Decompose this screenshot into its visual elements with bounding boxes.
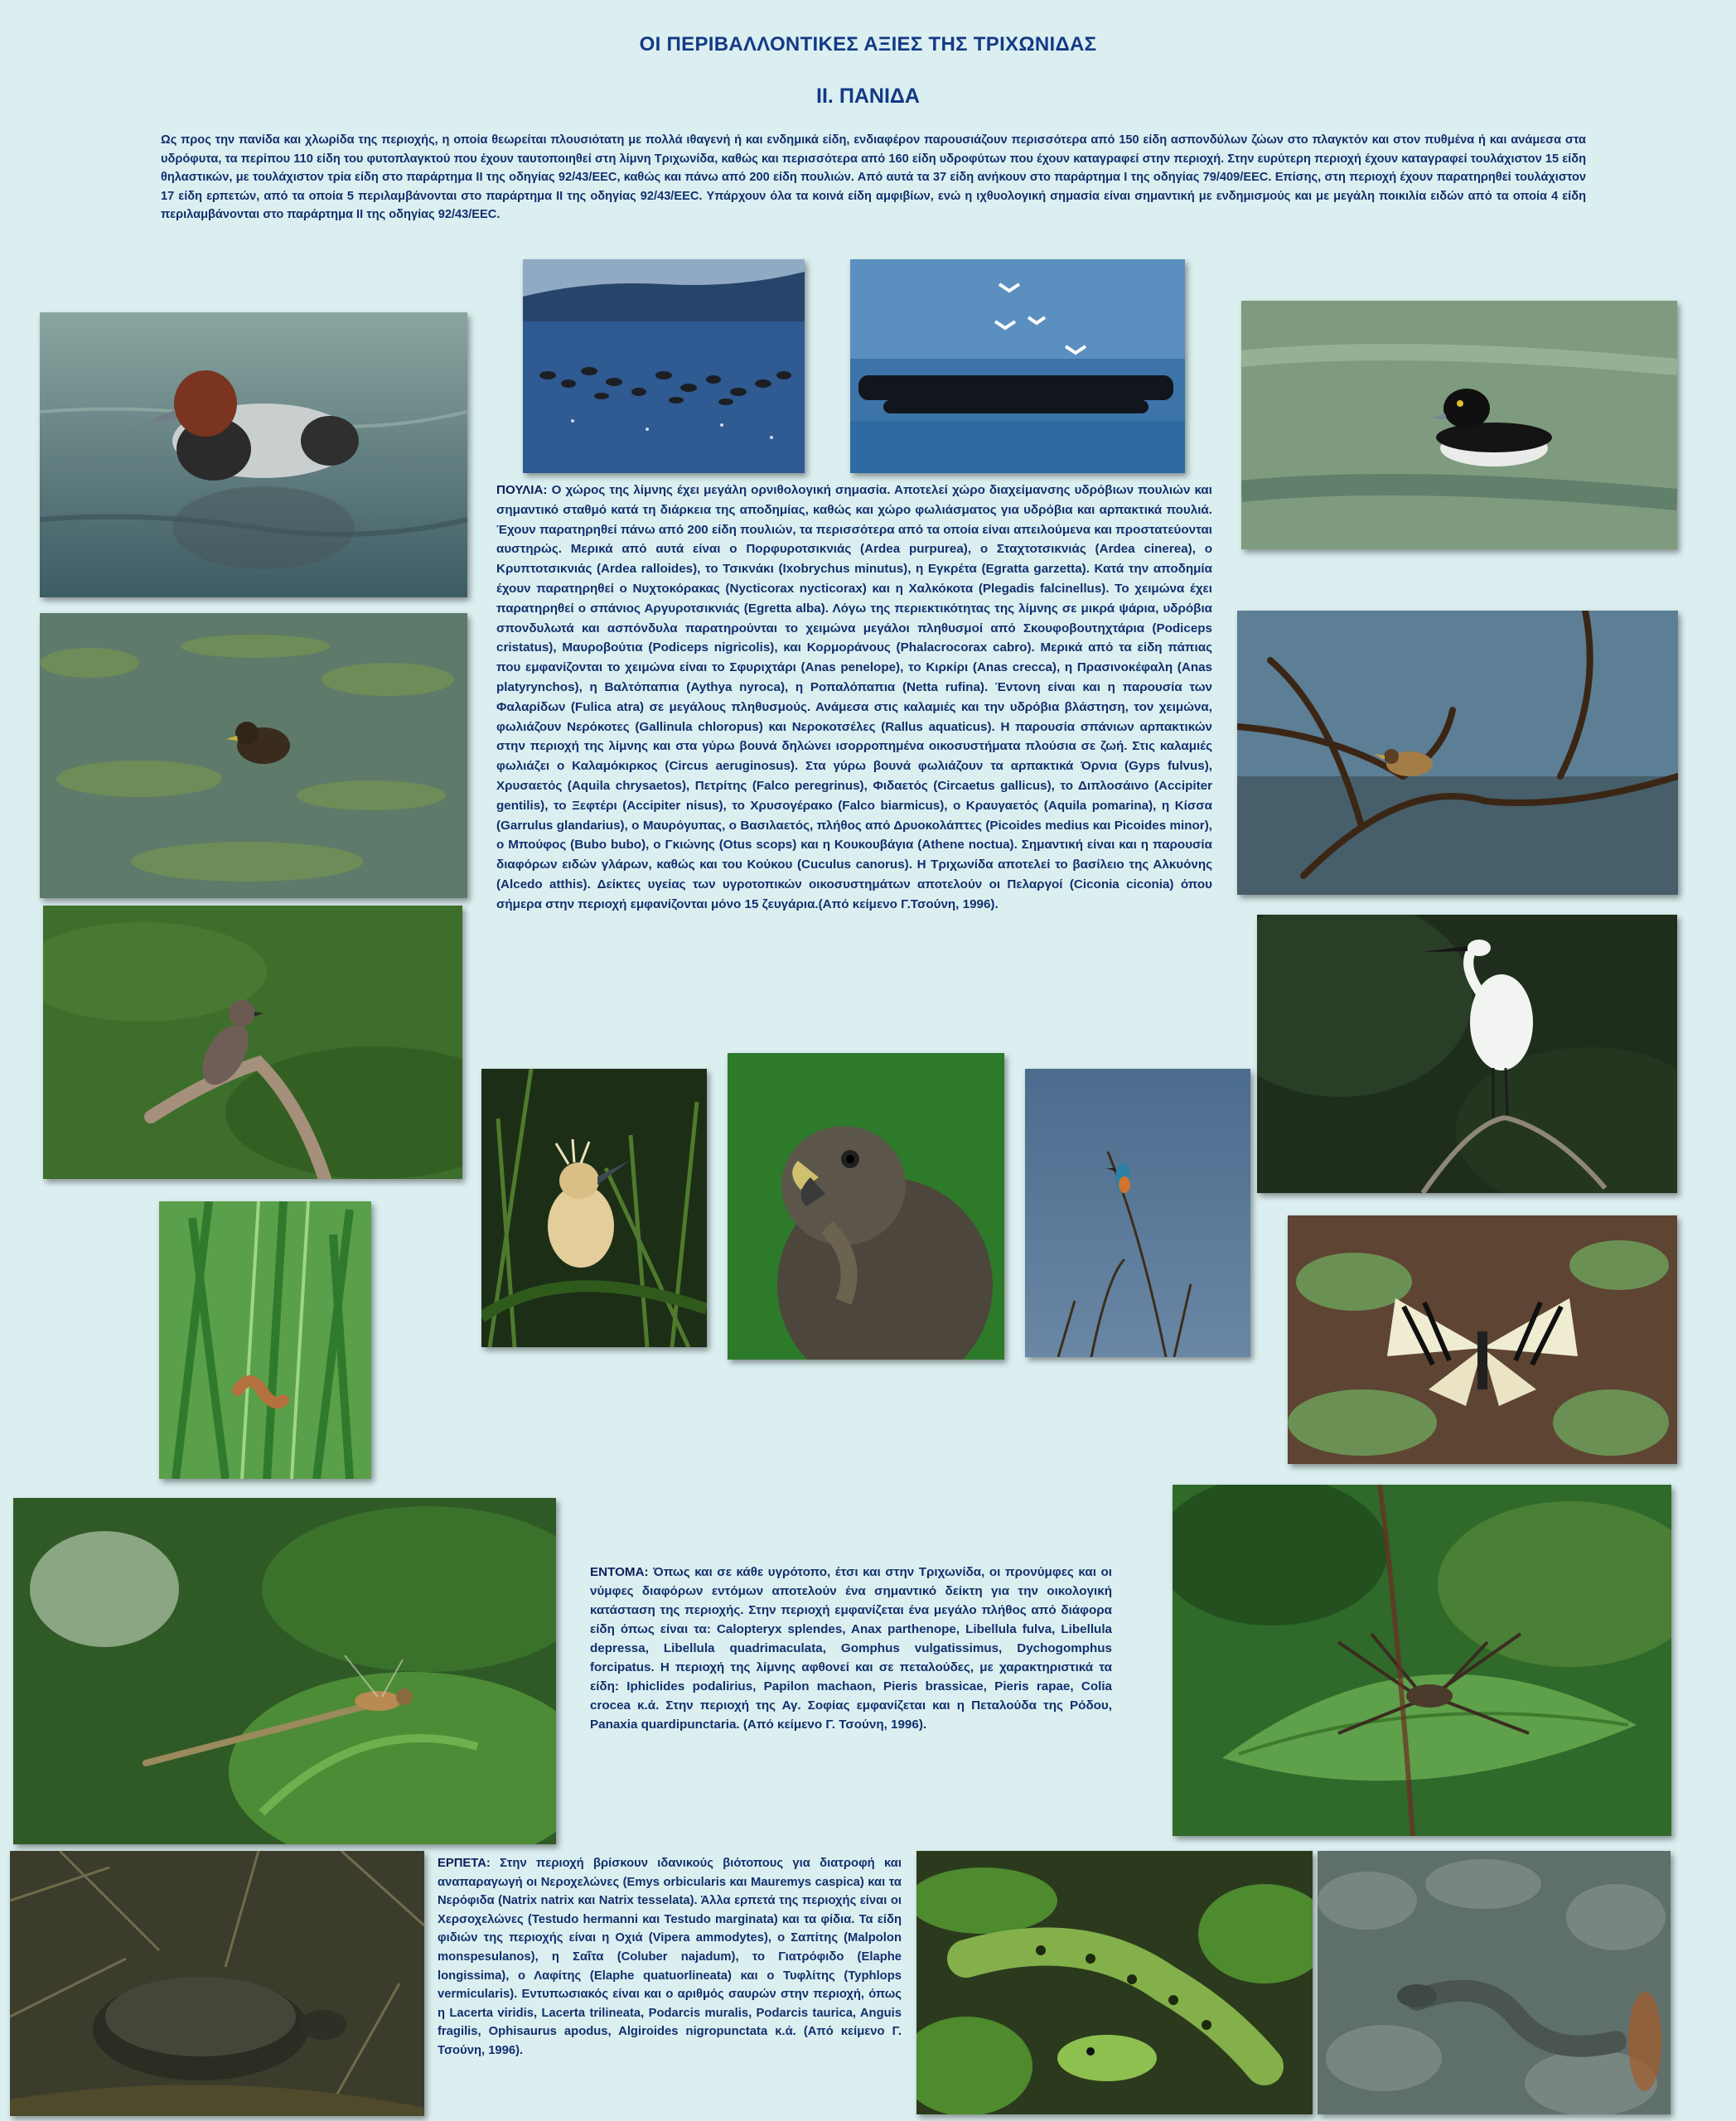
flycatcher-photo bbox=[43, 906, 462, 1179]
egret-photo bbox=[1257, 915, 1677, 1193]
raptor-portrait-photo bbox=[728, 1053, 1004, 1360]
birds-label: ΠΟΥΛΙΑ: bbox=[496, 483, 548, 497]
reptiles-text: Στην περιοχή βρίσκουν ιδανικούς βιότοπους για διατροφή και αναπαραγωγή οι Νεροχελώνες (Emys orbicularis και Mauremys caspica) και τα Νερόφιδα (Natrix natrix και Natrix tesselata). Άλλα ερπετά της περιοχής είναι οι Χερσοχελώνες (Testudo hermanni και Testudo marginata) και τα φίδια. Τα είδη φιδιών της περιοχής είναι η Οχιά (Vipera ammodytes), ο Σαπίτης (Malpolon monspesulanos), η Σαΐτα (Coluber najadum), το Γιατρόφιδο (Elaphe longissima), ο Λαφίτης (Elaphe quatuorlineata) και ο Τυφλίτης (Typhlops vermicularis). Εντυπωσιακός είναι και ο αριθμός σαυρών στην περιοχή, όπως η Lacerta viridis, Lacerta trilineata, Podarcis muralis, Podarcis taurica, Anguis fragilis, Ophisaurus apodus, Algiroides nigropunctata κ.ά. (Από κείμενο Γ. Τσούνη, 1996). bbox=[438, 1857, 902, 2057]
reptiles-label: ΕΡΠΕΤΑ: bbox=[438, 1857, 491, 1870]
birds-paragraph bbox=[496, 481, 1212, 915]
insects-paragraph bbox=[590, 1563, 1112, 1734]
squacco-heron-photo bbox=[481, 1069, 707, 1347]
caterpillar-grass-photo bbox=[159, 1201, 371, 1479]
tortoise-photo bbox=[10, 1851, 424, 2116]
insects-text: Όπως και σε κάθε υγρότοπο, έτσι και στην Τριχωνίδα, οι προνύμφες και οι νύμφες διαφόρων εντόμων αποτελούν ένα σημαντικό δείκτη για την οικολογική κατάσταση της περιοχής. Στην περιοχή εμφανίζεται ένα μεγάλο πλήθος από διάφορα είδη όπως είναι τα: Calopteryx splendes, Anax parthenope, Libellula fulva, Libellula depressa, Libellula quadrimaculata, Gomphus vulgatissimus, Dychogomphus forcipatus. Η περιοχή της λίμνης αφθονεί και σε πεταλούδες, με χαρακτηριστικά τα είδη: Iphiclides podalirius, Papilon machaon, Pieris brassicae, Pieris rapae, Colia crocea κ.ά. Στην περιοχή της Αγ. Σοφίας εμφανίζεται και η Πεταλούδα της Ρόδου, Panaxia quardipunctaria. (Από κείμενο Γ. Τσούνη, 1996). bbox=[590, 1565, 1112, 1732]
grebe-photo bbox=[40, 613, 467, 898]
heron-branches-photo bbox=[1237, 611, 1678, 895]
insects-label: ΕΝΤΟΜΑ: bbox=[590, 1565, 649, 1579]
tufted-duck-photo bbox=[1241, 301, 1677, 549]
intro-paragraph: Ως προς την πανίδα και χλωρίδα της περιοχής, η οποία θεωρείται πλουσιότατη με πολλά ιθαγενή ή και ενδημικά είδη, ενδιαφέρον παρουσιάζουν περισσότερα από 150 είδη ασπονδύλων ζώων στο πλαγκτόν και στον πυθμένα ή και ανάμεσα στα υδρόφυτα, τα περίπου 110 είδη του φυτοπλαγκτού που έχουν ταυτοποιηθεί στη λίμνη Τριχωνίδα, καθώς και περισσότερα από 160 είδη υδροφύτων που έχουν καταγραφεί στην περιοχή. Στην ευρύτερη περιοχή έχουν καταγραφεί τουλάχιστον 15 είδη θηλαστικών, με τουλάχιστον τρία είδη στο παράρτημα ΙΙ της οδηγίας 92/43/EEC, καθώς και πάνω από 200 είδη πουλιών. Από αυτά τα 37 είδη ανήκουν στο παράρτημα Ι της οδηγίας 79/409/EEC. Επίσης, στη περιοχή έχουν παρατηρηθεί τουλάχιστον 17 είδη ερπετών, από τα οποία 5 περιλαμβάνονται στο παράρτημα ΙΙ της οδηγίας 92/43/EEC. Υπάρχουν όλα τα κοινά είδη αμφιβίων, ενώ η ιχθυολογική σημασία είναι σημαντική με ενδημισμούς και με μεγάλη ποικιλία ειδών από τα οποία 4 είδη περιλαμβάνονται στο παράρτημα ΙΙ της οδηγίας 92/43/EEC. bbox=[161, 133, 1586, 221]
pochard-duck-photo bbox=[40, 312, 467, 597]
spider-leaf-photo bbox=[1173, 1485, 1671, 1836]
damselfly-photo bbox=[13, 1498, 556, 1844]
birds-text: Ο χώρος της λίμνης έχει μεγάλη ορνιθολογική σημασία. Αποτελεί χώρο διαχείμανσης υδρόβιων πουλιών και σημαντικό σταθμό κατά τη διάρκεια της αποδημίας, καθώς και χώρο φωλιάσματος για υδρόβια και αρπακτικά πουλιά. Έχουν παρατηρηθεί πάνω από 200 είδη πουλιών, τα περισσότερα από τα οποία είναι απειλούμενα και προστατεύονται αυστηρώς. Μερικά από αυτά είναι ο Πορφυροτσικνιάς (Ardea purpurea), ο Σταχτοτσικνιάς (Ardea cinerea), ο Κρυπτοτσικνιάς (Ardea ralloides), το Τσικνάκι (Ixobrychus minutus), η Εγκρέτα (Egratta garzetta). Κατά την αποδημία έχουν παρατηρηθεί ο Νυχτοκόρακας (Nycticorax nycticorax) και η Χαλκόκοτα (Plegadis falcinellus). Το χειμώνα έχει παρατηρηθεί ο σπάνιος Αργυροτσικνιάς (Egretta alba). Λόγω της περιεκτικότητας της λίμνης σε μικρά ψάρια, υδρόβια σπονδυλωτά και ασπόνδυλα παρατηρούνται το χειμώνα μεγάλοι πληθυσμοί από Σκουφοβουτηχτάρια (Podiceps cristatus), Μαυροβούτια (Podiceps nigricolis), και Κορμοράνους (Phalacrocorax cabro). Μερικά από τα είδη πάπιας που εμφανίζονται το χειμώνα είναι το Σφυριχτάρι (Anas penelope), το Κιρκίρι (Anas crecca), η Πρασινοκέφαλη (Anas platyrynchos), η Βαλτόπαπια (Aythya nyroca), η Ροπαλόπαπια (Netta rufina). Έντονη είναι και η παρουσία των Φαλαρίδων (Fulica atra) σε μεγάλους πληθυσμούς. Ανάμεσα στις καλαμιές και την υδρόβια βλάστηση, τον χειμώνα, φωλιάζουν Νερόκοτες (Gallinula chloropus) και Νεροκοτσέλες (Rallus aquaticus). Η παρουσία σπάνιων αρπακτικών στην περιοχή της λίμνης και στα γύρω βουνά δηλώνει ισορροπημένα οικοσυστήματα πλούσια σε ζωή. Στις καλαμιές φωλιάζει ο Καλαμόκιρκος (Circus aeruginosus). Στα γύρω βουνά φωλιάζουν τα αρπακτικά Όρνια (Gyps fulvus), Χρυσαετός (Aquila chrysaetos), Πετρίτης (Falco peregrinus), Φιδαετός (Circaetus gallicus), το Διπλοσάινο (Accipiter gentilis), το Ξεφτέρι (Accipiter nisus), το Χρυσογέρακο (Falco biarmicus), ο Κραυγαετός (Aquila pomarina), η Κίσσα (Garrulus glandarius), ο Μαυρόγυπας, ο Βασιλαετός, πλήθος από Δρυοκολάπτες (Picoides medius και Picoides minor), ο Μπούφος (Bubo bubo), ο Γκιώνης (Otus scops) και η Κουκουβάγια (Athene noctua). Σημαντική είναι και η παρουσία διαφόρων ειδών γλάρων, καθώς και του Κούκου (Cuculus canorus). Η Τριχωνίδα αποτελεί το βασίλειο της Αλκυόνης (Alcedo atthis). Δείκτες υγείας των υγροτοπικών οικοσυστημάτων αποτελούν οι Πελαργοί (Ciconia ciconia) όπου σήμερα στην περιοχή εμφανίζονται μόνο 15 ζευγάρια.(Από κείμενο Γ.Τσούνη, 1996). bbox=[496, 483, 1212, 911]
gulls-flock-photo bbox=[850, 259, 1185, 473]
lake-flock-photo bbox=[523, 259, 805, 473]
reptiles-paragraph bbox=[438, 1854, 902, 2061]
page-title: ΟΙ ΠΕΡΙΒΑΛΛΟΝΤΙΚΕΣ ΑΞΙΕΣ ΤΗΣ ΤΡΙΧΩΝΙΔΑΣ bbox=[639, 33, 1097, 56]
butterfly-photo bbox=[1288, 1215, 1677, 1464]
lizard-photo bbox=[916, 1851, 1313, 2114]
section-title: ΙΙ. ΠΑΝΙΔΑ bbox=[816, 85, 920, 108]
kingfisher-photo bbox=[1025, 1069, 1250, 1357]
water-snake-photo bbox=[1318, 1851, 1671, 2114]
